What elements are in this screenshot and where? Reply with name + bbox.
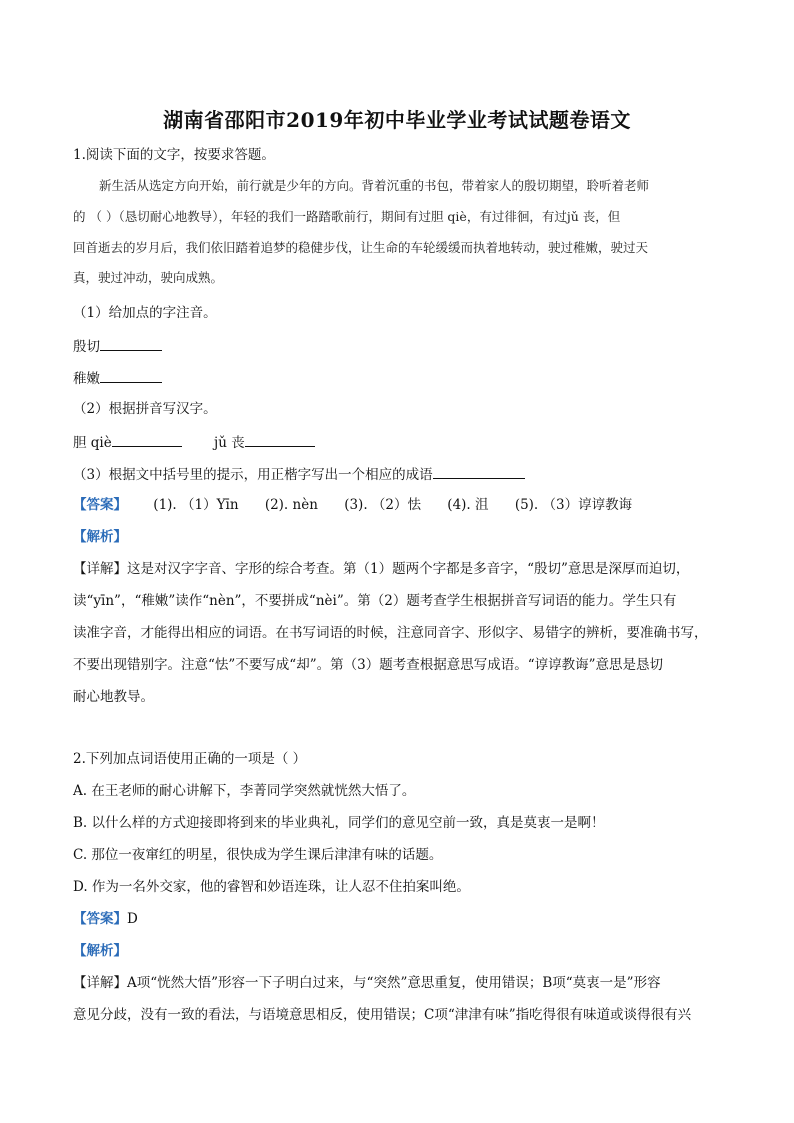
- detail-line: 耐心地教导。: [73, 689, 154, 705]
- word-label: jǔ 丧: [214, 435, 245, 451]
- page-title: 湖南省邵阳市2019年初中毕业学业考试试题卷语文: [163, 108, 631, 132]
- q2-analysis-label: 【解析】: [73, 943, 127, 959]
- sub3-text: （3）根据文中括号里的提示，用正楷字写出一个相应的成语: [73, 467, 433, 483]
- detail-line: 意见分歧，没有一致的看法，与语境意思相反，使用错误；C项“津津有味”指吃得很有味道或谈得很有兴: [73, 1007, 692, 1023]
- detail-line: 【详解】这是对汉字字音、字形的综合考查。第（1）题两个字都是多音字，“殷切”意思是深厚而迫切，: [73, 561, 690, 577]
- answer-item: (4). 沮: [447, 497, 489, 513]
- answer-blank[interactable]: [245, 432, 315, 447]
- q2-prompt: 2.下列加点词语使用正确的一项是（ ）: [73, 751, 307, 767]
- q1-sub1-item2: [73, 368, 162, 388]
- q1-sub2: （2）根据拼音写汉字。: [73, 401, 217, 417]
- passage-line: 回首逝去的岁月后，我们依旧踏着追梦的稳健步伐，让生命的车轮缓缓而执着地转动，驶过稚嫩，驶过天: [73, 240, 649, 255]
- answer-blank[interactable]: [100, 336, 162, 351]
- answer-blank[interactable]: [100, 368, 162, 383]
- q1-analysis-label: 【解析】: [73, 529, 127, 545]
- q2-option-b: B. 以什么样的方式迎接即将到来的毕业典礼，同学们的意见空前一致，真是莫衷一是啊！: [73, 815, 605, 831]
- answer-label: 【答案】: [73, 911, 127, 927]
- passage-line: 真，驶过冲动，驶向成熟。: [73, 270, 224, 285]
- answer-label: 【答案】: [73, 497, 127, 513]
- q1-prompt: 1.阅读下面的文字，按要求答题。: [73, 147, 275, 163]
- detail-line: 不要出现错别字。注意“怯”不要写成“却”。第（3）题考查根据意思写成语。“谆谆教诲”意思是恳切: [73, 657, 663, 673]
- detail-line: 【详解】A项“恍然大悟”形容一下子明白过来，与“突然”意思重复，使用错误；B项“莫衷一是”形容: [73, 975, 661, 991]
- q1-answer: [73, 496, 632, 514]
- answer-item: (5). （3）谆谆教诲: [514, 497, 633, 513]
- answer-blank[interactable]: [433, 464, 525, 479]
- q2-option-d: D. 作为一名外交家，他的睿智和妙语连珠，让人忍不住拍案叫绝。: [73, 879, 470, 895]
- detail-line: 读准字音，才能得出相应的词语。在书写词语的时候，注意同音字、形似字、易错字的辨析，要准确书写，: [73, 625, 708, 641]
- answer-item: (3). （2）怯: [344, 497, 421, 513]
- passage-line: 新生活从选定方向开始，前行就是少年的方向。背着沉重的书包，带着家人的殷切期望，聆听着老师: [99, 178, 650, 193]
- answer-item: (1). （1）Yīn: [153, 497, 239, 513]
- q1-sub2-items: [73, 432, 315, 452]
- answer-blank[interactable]: [112, 432, 182, 447]
- word-label: 胆 qiè: [73, 435, 112, 451]
- detail-line: 读“yīn”，“稚嫩”读作“nèn”，不要拼成“nèi”。第（2）题考查学生根据拼音写词语的能力。学生只有: [73, 593, 677, 609]
- passage-line: 的 （ ）（恳切耐心地教导），年轻的我们一路踏歌前行，期间有过胆 qiè，有过徘徊，有过jǔ 丧，但: [73, 209, 621, 224]
- answer-item: (2). nèn: [264, 497, 318, 513]
- word-label: 稚嫩: [73, 371, 100, 387]
- q2-option-a: A. 在王老师的耐心讲解下，李菁同学突然就恍然大悟了。: [73, 783, 416, 799]
- q2-option-c: C. 那位一夜窜红的明星，很快成为学生课后津津有味的话题。: [73, 847, 443, 863]
- answer-value: D: [127, 911, 138, 927]
- q2-answer: [73, 910, 138, 928]
- q1-sub1: （1）给加点的字注音。: [73, 305, 217, 321]
- q1-sub3: [73, 464, 525, 484]
- word-label: 殷切: [73, 339, 100, 355]
- q1-sub1-item1: [73, 336, 162, 356]
